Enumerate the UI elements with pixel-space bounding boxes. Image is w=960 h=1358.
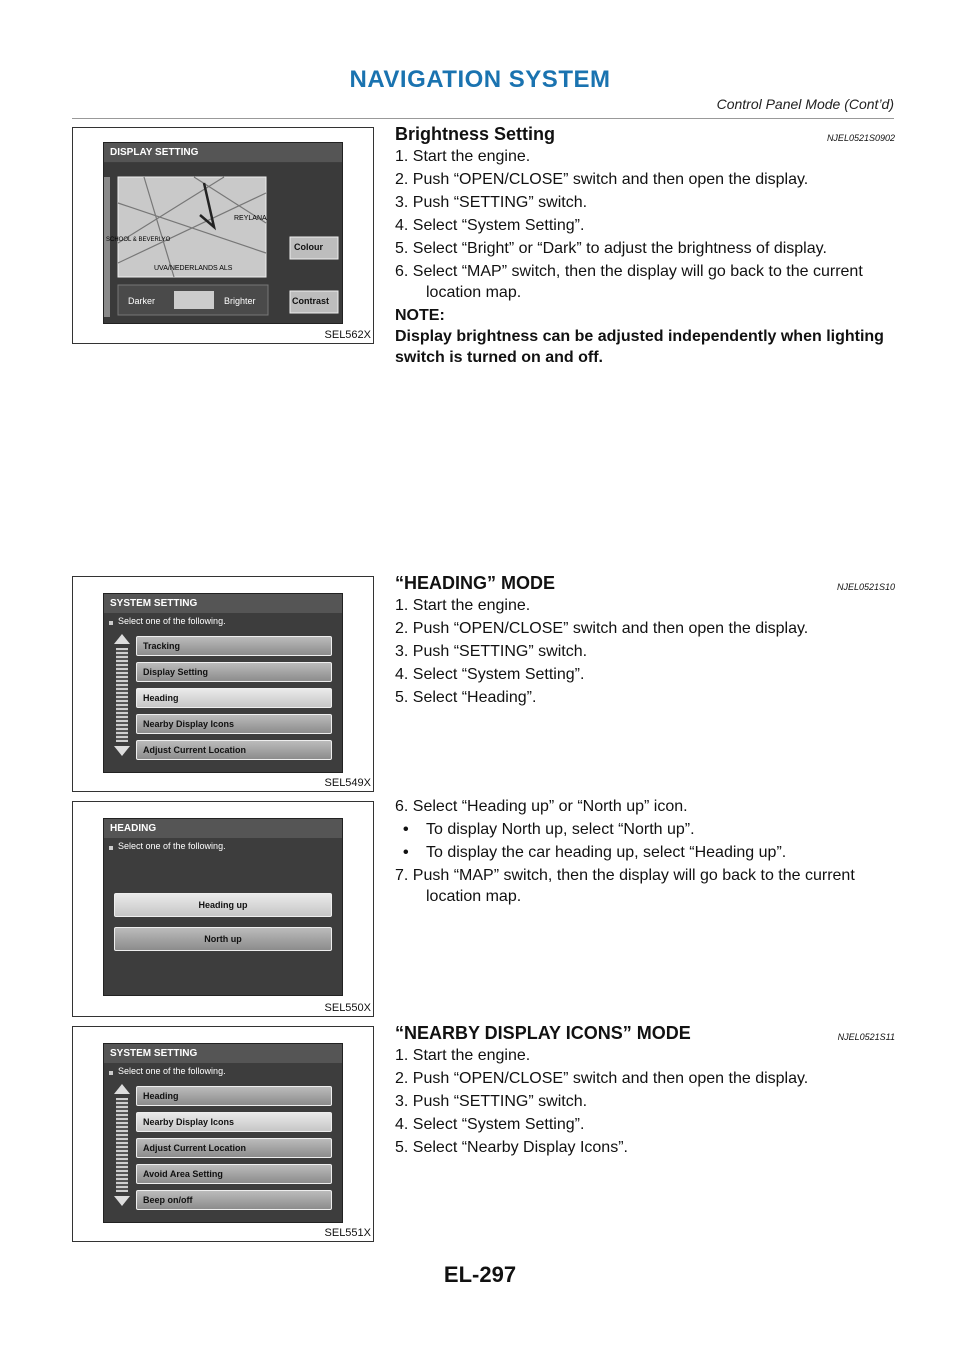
figure-code: SEL551X xyxy=(324,1227,371,1239)
step: 3. Push “SETTING” switch. xyxy=(395,194,588,211)
menu-item-nearby-display-icons[interactable]: Nearby Display Icons xyxy=(136,714,332,734)
north-up-button[interactable]: North up xyxy=(114,927,332,951)
step: 5. Select “Bright” or “Dark” to adjust the brightness of display. xyxy=(395,240,827,257)
map-label: UVA/NEDERLANDS ALS xyxy=(154,265,233,272)
page-title: NAVIGATION SYSTEM xyxy=(349,66,611,93)
menu-item-avoid-area-setting[interactable]: Avoid Area Setting xyxy=(136,1164,332,1184)
scrollbar[interactable] xyxy=(116,648,128,742)
menu-item-beep-on-off[interactable]: Beep on/off xyxy=(136,1190,332,1210)
section-ref: NJEL0521S10 xyxy=(836,582,895,592)
figure-heading xyxy=(72,801,374,1017)
screen-title: HEADING xyxy=(104,819,342,838)
step: 1. Start the engine. xyxy=(395,1047,531,1064)
screen-prompt: Select one of the following. xyxy=(104,838,342,855)
screen-prompt: Select one of the following. xyxy=(104,613,342,630)
note-label: NOTE: xyxy=(395,307,445,324)
menu-item-adjust-current-location[interactable]: Adjust Current Location xyxy=(136,1138,332,1158)
scrollbar[interactable] xyxy=(116,1098,128,1192)
step: 3. Push “SETTING” switch. xyxy=(395,1093,588,1110)
section-nearby-display-icons xyxy=(395,1023,895,1160)
figure-display-setting xyxy=(72,127,374,344)
darker-button[interactable]: Darker xyxy=(128,296,156,306)
step: 5. Select “Nearby Display Icons”. xyxy=(395,1139,628,1156)
section-brightness-setting xyxy=(395,124,895,368)
header-divider xyxy=(72,118,894,119)
step: 2. Push “OPEN/CLOSE” switch and then open the display. xyxy=(395,620,809,637)
screen-title: SYSTEM SETTING xyxy=(104,1044,342,1063)
menu-item-nearby-display-icons[interactable]: Nearby Display Icons xyxy=(136,1112,332,1132)
screen-heading xyxy=(103,818,343,996)
figure-code: SEL549X xyxy=(324,777,371,789)
step: 2. Push “OPEN/CLOSE” switch and then open the display. xyxy=(395,171,809,188)
step: 1. Start the engine. xyxy=(395,148,531,165)
map-label: REYLANA xyxy=(234,215,267,222)
section-title: “NEARBY DISPLAY ICONS” MODE xyxy=(395,1023,691,1043)
screen-title: DISPLAY SETTING xyxy=(104,143,342,162)
screen-display-setting xyxy=(103,142,343,324)
step: 1. Start the engine. xyxy=(395,597,531,614)
step: 3. Push “SETTING” switch. xyxy=(395,643,588,660)
figure-system-setting-2 xyxy=(72,1026,374,1242)
bullet-item: • To display North up, select “North up”. xyxy=(395,819,895,840)
menu-item-heading[interactable]: Heading xyxy=(136,1086,332,1106)
menu-item-heading[interactable]: Heading xyxy=(136,688,332,708)
menu-item-display-setting[interactable]: Display Setting xyxy=(136,662,332,682)
section-heading-steps xyxy=(395,796,895,909)
screen-prompt: Select one of the following. xyxy=(104,1063,342,1080)
bullet-item: • To display the car heading up, select “Heading up”. xyxy=(395,842,895,863)
page-number: EL-297 xyxy=(443,1262,517,1287)
step: 5. Select “Heading”. xyxy=(395,689,537,706)
page-subtitle: Control Panel Mode (Cont’d) xyxy=(716,96,894,112)
screen-title: SYSTEM SETTING xyxy=(104,594,342,613)
scroll-down-icon[interactable] xyxy=(114,1196,130,1206)
step: 2. Push “OPEN/CLOSE” switch and then open the display. xyxy=(395,1070,809,1087)
step: 4. Select “System Setting”. xyxy=(395,217,585,234)
map-label: SCHOOL & BEVERLYO xyxy=(106,237,171,243)
menu-item-adjust-current-location[interactable]: Adjust Current Location xyxy=(136,740,332,760)
menu-item-tracking[interactable]: Tracking xyxy=(136,636,332,656)
screen-system-setting xyxy=(103,593,343,773)
section-ref: NJEL0521S11 xyxy=(837,1032,895,1042)
step: 6. Select “MAP” switch, then the display will go back to the current location map. xyxy=(395,263,863,301)
step: 6. Select “Heading up” or “North up” icon. xyxy=(395,798,688,815)
step: 7. Push “MAP” switch, then the display will go back to the current location map. xyxy=(395,867,855,905)
step: 4. Select “System Setting”. xyxy=(395,1116,585,1133)
note-text: Display brightness can be adjusted independently when lighting switch is turned on and off. xyxy=(395,328,884,366)
scroll-down-icon[interactable] xyxy=(114,746,130,756)
section-title: Brightness Setting xyxy=(395,124,556,144)
screen-system-setting xyxy=(103,1043,343,1223)
figure-code: SEL550X xyxy=(324,1002,371,1014)
section-heading-mode xyxy=(395,573,895,710)
heading-up-button[interactable]: Heading up xyxy=(114,893,332,917)
figure-code: SEL562X xyxy=(324,329,371,341)
scroll-up-icon[interactable] xyxy=(114,634,130,644)
section-title: “HEADING” MODE xyxy=(395,573,556,593)
step: 4. Select “System Setting”. xyxy=(395,666,585,683)
colour-button[interactable]: Colour xyxy=(294,242,323,252)
brighter-button[interactable]: Brighter xyxy=(224,296,256,306)
scroll-up-icon[interactable] xyxy=(114,1084,130,1094)
section-ref: NJEL0521S0902 xyxy=(826,133,895,143)
contrast-button[interactable]: Contrast xyxy=(292,296,330,306)
figure-system-setting-1 xyxy=(72,576,374,792)
